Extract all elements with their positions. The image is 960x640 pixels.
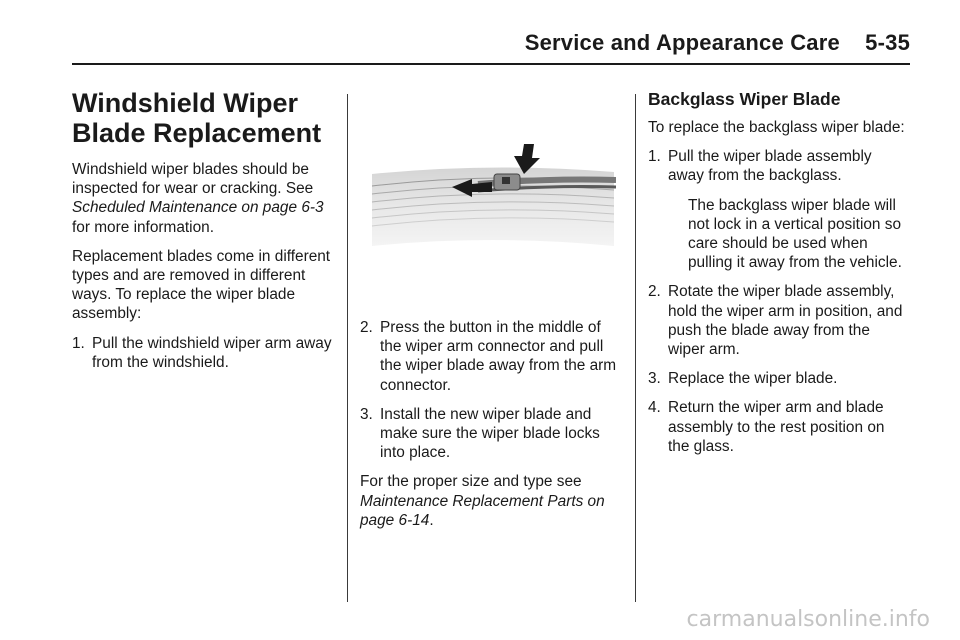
- column-3: [648, 88, 910, 466]
- step-3: [360, 405, 622, 463]
- step-text: Pull the wiper blade assembly away from the backglass.: [668, 148, 872, 185]
- backglass-title: Backglass Wiper Blade: [648, 89, 841, 109]
- step-number: 1.: [648, 148, 661, 166]
- wiper-arm-connector-illustration: [368, 142, 616, 246]
- intro-tail: for more information.: [72, 218, 214, 236]
- backglass-step-1: [648, 147, 910, 185]
- running-header: Service and Appearance Care 5-35: [524, 30, 910, 55]
- step-number: 4.: [648, 399, 661, 417]
- parts-reference-paragraph: [360, 472, 622, 530]
- parts-text: For the proper size and type see: [360, 473, 582, 491]
- step-text: Replace the wiper blade.: [668, 370, 838, 388]
- step-text: Rotate the wiper blade assembly, hold the wiper arm in position, and push the blade away from the wiper arm.: [668, 283, 903, 359]
- column-divider-1: [347, 94, 348, 602]
- section-title-line-2: Blade Replacement: [72, 118, 322, 148]
- intro-paragraph: [72, 160, 334, 237]
- column-divider-2: [635, 94, 636, 602]
- parts-tail: .: [429, 511, 434, 529]
- step-number: 2.: [648, 283, 661, 301]
- backglass-step-2: [648, 282, 910, 359]
- step-number: 2.: [360, 319, 373, 336]
- section-title: [72, 88, 334, 148]
- cross-reference-replacement-parts[interactable]: Maintenance Replacement Parts on page 6-14: [360, 492, 605, 529]
- header-rule: [72, 63, 910, 65]
- column-2: [360, 318, 622, 540]
- step-1: [72, 334, 334, 372]
- intro-text: Windshield wiper blades should be inspected for wear or cracking. See: [72, 161, 314, 198]
- step-2: [360, 318, 622, 395]
- step-number: 3.: [360, 405, 373, 423]
- cross-reference-scheduled-maintenance[interactable]: Scheduled Maintenance on page 6-3: [72, 199, 324, 217]
- backglass-intro: To replace the backglass wiper blade:: [648, 119, 905, 136]
- backglass-note: The backglass wiper blade will not lock in a vertical position so care should be used when pulling it away from the vehicle.: [688, 196, 902, 272]
- watermark: carmanualsonline.info: [686, 607, 930, 632]
- step-text: Return the wiper arm and blade assembly to the rest position on the glass.: [668, 399, 885, 455]
- backglass-step-3: [648, 369, 910, 388]
- step-text: Press the button in the middle of the wiper arm connector and pull the wiper blade away from the arm connector.: [380, 319, 617, 394]
- step-number: 3.: [648, 370, 661, 388]
- step-text: Install the new wiper blade and make sure the wiper blade locks into place.: [380, 405, 600, 462]
- step-number: 1.: [72, 334, 85, 352]
- replacement-paragraph: Replacement blades come in different types and are removed in different ways. To replace the wiper blade assembly:: [72, 247, 331, 323]
- column-1: [72, 88, 334, 382]
- section-title-line-1: Windshield Wiper: [72, 88, 299, 118]
- step-text: Pull the windshield wiper arm away from the windshield.: [92, 334, 332, 371]
- backglass-step-4: [648, 398, 910, 456]
